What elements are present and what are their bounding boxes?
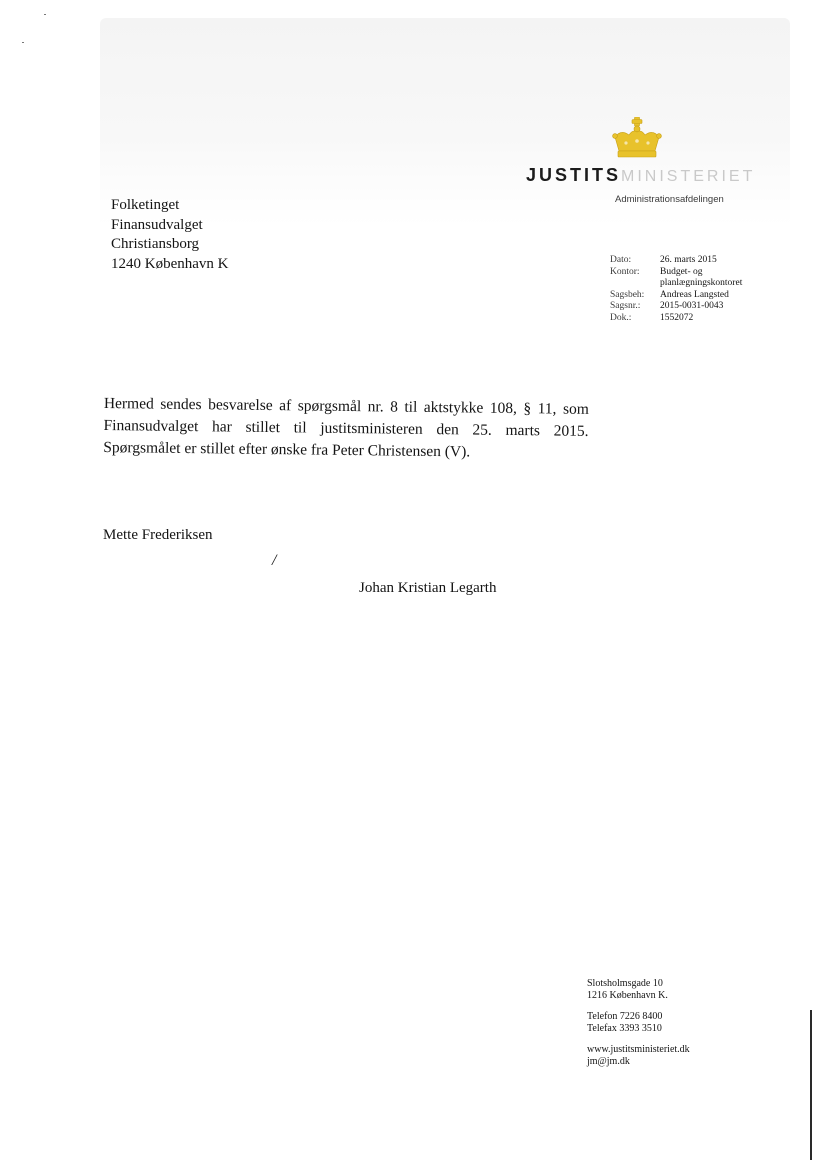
date-label: Dato: bbox=[610, 255, 632, 265]
case-metadata bbox=[610, 255, 742, 324]
recipient-line: Finansudvalget bbox=[111, 216, 203, 233]
recipient-line: Folketinget bbox=[111, 197, 180, 213]
logo-strong: JUSTITS bbox=[526, 165, 622, 185]
footer-street: Slotsholmsgade 10 bbox=[587, 978, 663, 989]
scan-edge-line bbox=[810, 1010, 812, 1160]
case-number-value: 2015-0031-0043 bbox=[660, 301, 724, 311]
recipient-line: 1240 København K bbox=[111, 255, 229, 272]
document-label: Dok.: bbox=[610, 312, 632, 323]
footer-fax: Telefax 3393 3510 bbox=[587, 1023, 662, 1034]
crown-icon bbox=[611, 117, 663, 161]
ministry-contact-footer bbox=[587, 978, 690, 1068]
case-number-label: Sagsnr.: bbox=[610, 301, 641, 311]
scan-speck bbox=[22, 42, 24, 43]
footer-email: jm@jm.dk bbox=[587, 1056, 630, 1067]
caseworker-label: Sagsbeh: bbox=[610, 289, 645, 300]
logo-light: MINISTERIET bbox=[621, 168, 756, 185]
document-value: 1552072 bbox=[660, 312, 694, 323]
footer-web: www.justitsministeriet.dk bbox=[587, 1044, 690, 1055]
recipient-address bbox=[111, 196, 228, 274]
footer-city: 1216 København K. bbox=[587, 990, 668, 1001]
date-value: 26. marts 2015 bbox=[660, 255, 717, 265]
letter-body: Hermed sendes besvarelse af spørgsmål nr. 8 til aktstykke 108, § 11, som Finansudvalget har stillet til justitsministeren den 25. marts 2015. Spørgsmålet er stillet efter ønske fra Peter Christensen (V). bbox=[103, 394, 589, 461]
office-value: Budget- og bbox=[660, 266, 703, 277]
ministry-logo bbox=[526, 165, 755, 186]
official-signature: Johan Kristian Legarth bbox=[359, 580, 497, 596]
minister-signature: Mette Frederiksen bbox=[103, 527, 213, 543]
office-label: Kontor: bbox=[610, 266, 640, 277]
recipient-line: Christiansborg bbox=[111, 236, 200, 252]
caseworker-value: Andreas Langsted bbox=[660, 289, 729, 300]
office-value: planlægningskontoret bbox=[660, 278, 743, 288]
department-name: Administrationsafdelingen bbox=[615, 194, 724, 205]
signature-slash: / bbox=[272, 552, 277, 569]
scan-speck bbox=[44, 14, 46, 15]
footer-phone: Telefon 7226 8400 bbox=[587, 1011, 663, 1022]
